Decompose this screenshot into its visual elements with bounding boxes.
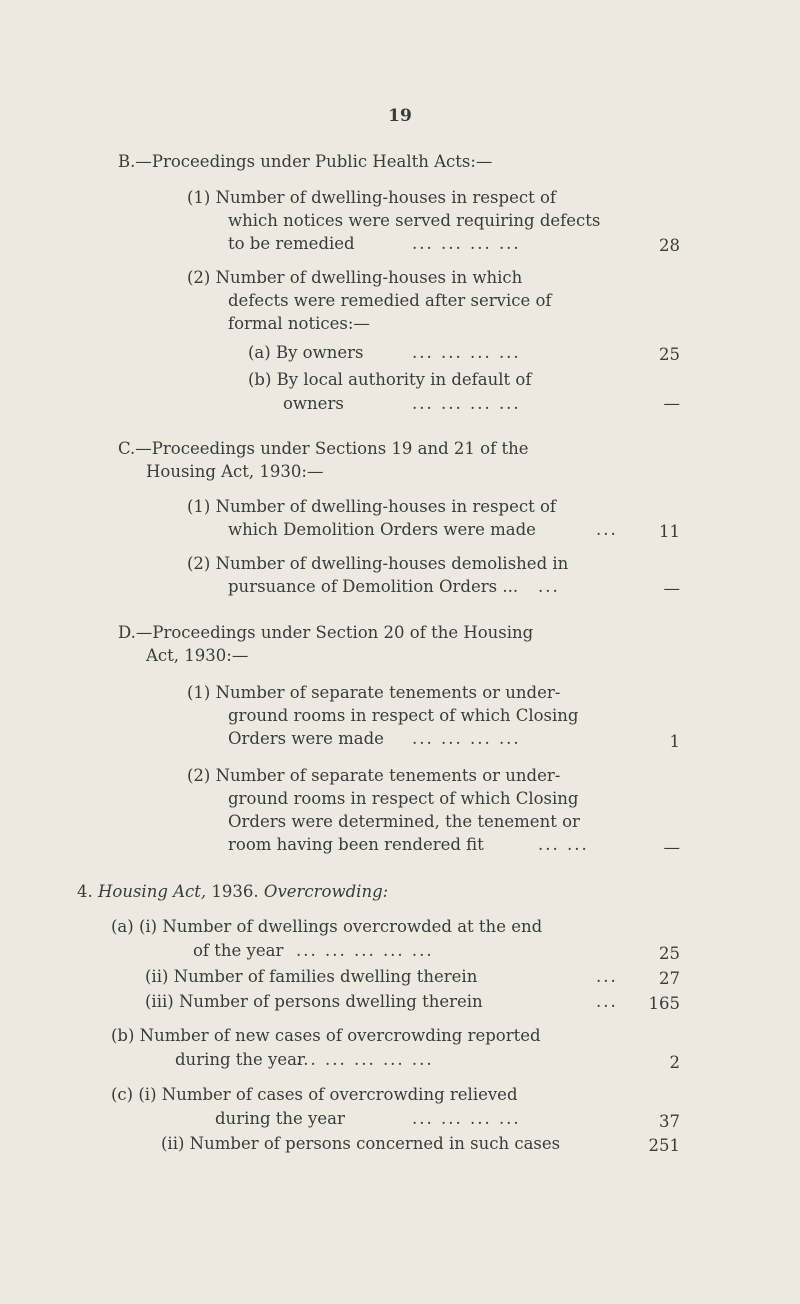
leader-dots: ... ... ... ... ...	[296, 941, 434, 960]
section-4-c-ii: (ii) Number of persons concerned in such cases	[161, 1134, 561, 1153]
leader-dots: ... ... ... ...	[412, 234, 521, 253]
section-d-item2-line4: room having been rendered fit	[228, 835, 484, 854]
section-c-heading-line2: Housing Act, 1930:—	[146, 462, 324, 481]
leader-dots: ... ... ... ...	[412, 343, 521, 362]
section-d-item1-line2: ground rooms in respect of which Closing	[228, 706, 579, 725]
page-number: 19	[388, 106, 412, 126]
section-b-item2a-value: 25	[659, 345, 680, 364]
leader-dots: ... ... ... ... ...	[296, 1050, 434, 1069]
leader-dots: ...	[596, 967, 618, 986]
section-4-heading-overcrowding: Overcrowding:	[263, 882, 389, 901]
section-b-item2b-line2: owners	[283, 394, 344, 413]
section-4-b-value: 2	[669, 1053, 680, 1072]
section-4-a-i-line1: (a) (i) Number of dwellings overcrowded at the end	[111, 917, 543, 936]
section-b-item1-value: 28	[659, 236, 680, 255]
section-d-item2-value: —	[663, 838, 680, 857]
section-4-a-i-value: 25	[659, 944, 680, 963]
section-4-a-ii: (ii) Number of families dwelling therein	[145, 967, 478, 986]
leader-dots: ... ... ... ...	[412, 1109, 521, 1128]
section-4-prefix: 4.	[77, 882, 93, 901]
section-d-item1-value: 1	[669, 732, 680, 751]
section-b-item2b-line1: (b) By local authority in default of	[248, 370, 532, 389]
section-d-item2-line2: ground rooms in respect of which Closing	[228, 789, 579, 808]
section-4-heading-year: 1936.	[211, 882, 259, 901]
section-c-item2-line2: pursuance of Demolition Orders ...	[228, 577, 519, 596]
section-c-item1-value: 11	[659, 522, 680, 541]
leader-dots: ... ... ... ...	[412, 394, 521, 413]
section-4-heading	[77, 882, 388, 902]
section-4-c-ii-value: 251	[648, 1136, 680, 1155]
section-d-item1-line1: (1) Number of separate tenements or under-	[187, 683, 561, 702]
section-d-item1-line3: Orders were made	[228, 729, 384, 748]
section-d-heading-line2: Act, 1930:—	[146, 646, 249, 665]
section-b-item1-line3: to be remedied	[228, 234, 355, 253]
section-b-heading: B.—Proceedings under Public Health Acts:—	[118, 152, 493, 171]
section-c-item2-line1: (2) Number of dwelling-houses demolished in	[187, 554, 569, 573]
section-c-item2-value: —	[663, 579, 680, 598]
section-4-c-i-line2: during the year	[215, 1109, 345, 1128]
section-4-c-i-line1: (c) (i) Number of cases of overcrowding relieved	[111, 1085, 518, 1104]
section-d-item2-line1: (2) Number of separate tenements or under-	[187, 766, 561, 785]
leader-dots: ...	[596, 520, 618, 539]
section-b-item2-line2: defects were remedied after service of	[228, 291, 552, 310]
section-b-item2a: (a) By owners	[248, 343, 364, 362]
section-b-item1-line1: (1) Number of dwelling-houses in respect of	[187, 188, 557, 207]
section-b-item1-line2: which notices were served requiring defects	[228, 211, 601, 230]
section-c-item1-line2: which Demolition Orders were made	[228, 520, 536, 539]
section-4-heading-italic: Housing Act,	[98, 882, 207, 901]
section-4-b-line2: during the year	[175, 1050, 305, 1069]
section-b-item2b-value: —	[663, 394, 680, 413]
section-b-item2-line3: formal notices:—	[228, 314, 370, 333]
section-d-heading-line1: D.—Proceedings under Section 20 of the Housing	[118, 623, 534, 642]
leader-dots: ...	[538, 577, 560, 596]
section-c-item1-line1: (1) Number of dwelling-houses in respect of	[187, 497, 557, 516]
leader-dots: ... ... ... ...	[412, 729, 521, 748]
section-4-a-ii-value: 27	[659, 969, 680, 988]
leader-dots: ... ...	[538, 835, 589, 854]
section-c-heading-line1: C.—Proceedings under Sections 19 and 21 of the	[118, 439, 529, 458]
section-4-a-iii-value: 165	[648, 994, 680, 1013]
section-4-a-iii: (iii) Number of persons dwelling therein	[145, 992, 483, 1011]
section-b-item2-line1: (2) Number of dwelling-houses in which	[187, 268, 523, 287]
section-d-item2-line3: Orders were determined, the tenement or	[228, 812, 580, 831]
leader-dots: ...	[596, 992, 618, 1011]
section-4-a-i-line2: of the year	[193, 941, 284, 960]
section-4-c-i-value: 37	[659, 1112, 680, 1131]
section-4-b-line1: (b) Number of new cases of overcrowding reported	[111, 1026, 541, 1045]
